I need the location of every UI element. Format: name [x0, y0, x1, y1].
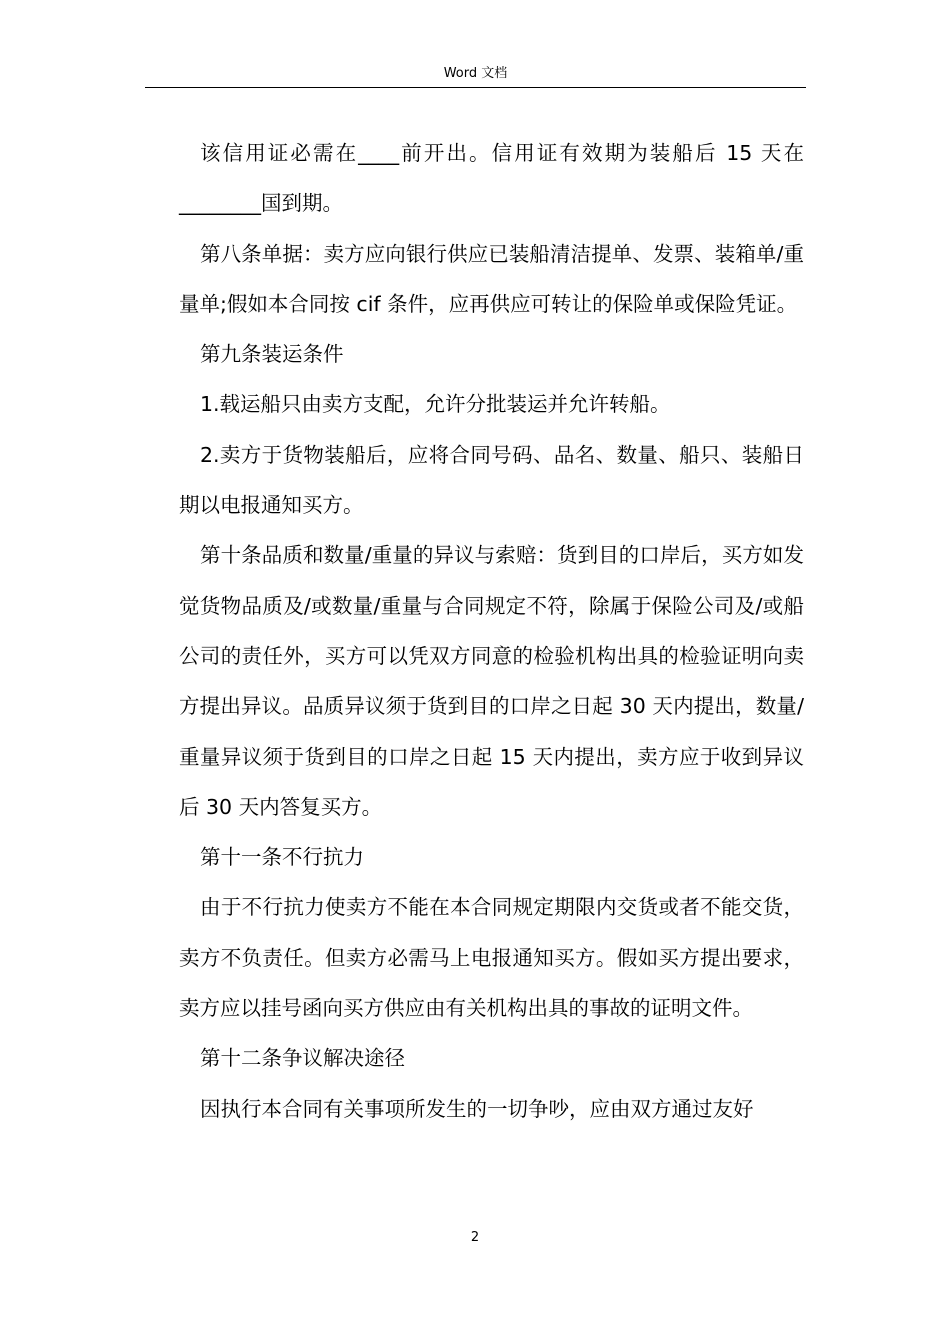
- paragraph-lc-validity: 该信用证必需在____前开出。信用证有效期为装船后 15 天在________国到期。: [179, 141, 804, 216]
- header-rule: [145, 87, 806, 88]
- heading-article-12-disputes: 第十二条争议解决途径: [200, 1046, 405, 1071]
- paragraph-article-8-documents: 第八条单据：卖方应向银行供应已装船清洁提单、发票、装箱单/重量单;假如本合同按 cif 条件，应再供应可转让的保险单或保险凭证。: [179, 241, 804, 316]
- heading-article-11-force-majeure: 第十一条不行抗力: [200, 845, 364, 870]
- paragraph-article-10-claims: 第十条品质和数量/重量的异议与索赔：货到目的口岸后，买方如发觉货物品质及/或数量/重量与合同规定不符，除属于保险公司及/或船公司的责任外，买方可以凭双方同意的检验机构出具的检验证明向卖方提出异议。品质异议须于货到目的口岸之日起 30 天内提出，数量/重量异议须于货到目的口岸之日起 15 天内提出，卖方应于收到异议后 30 天内答复买方。: [179, 543, 804, 819]
- heading-article-9-shipment: 第九条装运条件: [200, 342, 344, 367]
- page-number: 2: [470, 1230, 480, 1245]
- paragraph-disputes: 因执行本合同有关事项所发生的一切争吵，应由双方通过友好: [200, 1096, 754, 1121]
- document-body: [179, 128, 804, 1134]
- paragraph-shipment-2: 2.卖方于货物装船后，应将合同号码、品名、数量、船只、装船日期以电报通知买方。: [179, 442, 804, 518]
- paragraph-shipment-1: 1.载运船只由卖方支配，允许分批装运并允许转船。: [200, 392, 671, 417]
- page-header: Word 文档: [443, 66, 508, 81]
- paragraph-force-majeure: 由于不行抗力使卖方不能在本合同规定期限内交货或者不能交货，卖方不负责任。但卖方必需马上电报通知买方。假如买方提出要求，卖方应以挂号函向买方供应由有关机构出具的事故的证明文件。: [179, 895, 804, 1021]
